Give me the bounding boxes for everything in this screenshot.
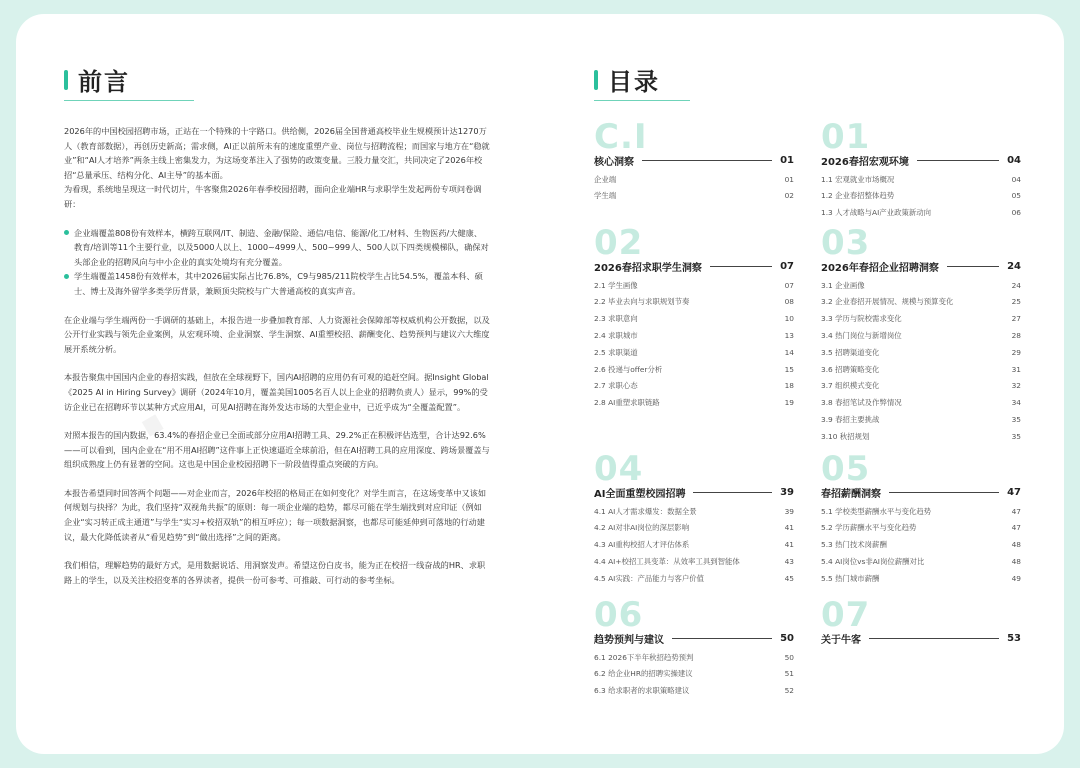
toc-subsection[interactable] [821, 172, 1021, 186]
toc-section-number: 07 [821, 595, 871, 635]
toc-subsection[interactable] [821, 412, 1021, 426]
bullet-text: 企业端覆盖808份有效样本，横跨互联网/IT、制造、金融/保险、通信/电信、能源/化工/材料、生物医药/大健康、教育/培训等11个主要行业，以及5000人以上、1000~4999人、500~999人、500人以下四类规模梯队，确保对头部企业的招聘风向与中小企业的真实处境均有充分覆盖。 [74, 227, 489, 267]
toc-subsection-title: 学生端 [594, 191, 617, 201]
toc-section-title-row[interactable] [821, 152, 1021, 168]
toc-subsection-page: 04 [1011, 174, 1021, 184]
preface-paragraph: 本报告聚焦中国国内企业的春招实践，但放在全球视野下，国内AI招聘的应用仍有可观的追赶空间。据Insight Global《2025 AI in Hiring Survey》调研（2024年10月，覆盖美国1005名百人以上企业的招聘负责人）显示，99%的受访企业已在招聘环节以某种方式应用AI，可见AI招聘在海外发达市场的大型企业中，已近乎成为“全覆盖配置”。 [64, 372, 489, 412]
toc-subsection[interactable] [594, 571, 794, 585]
toc-subsection[interactable] [594, 396, 794, 410]
toc-subsection-title: 2.8 AI重塑求职链路 [594, 398, 660, 408]
toc-section-page: 50 [780, 632, 794, 644]
toc-subsection[interactable] [821, 278, 1021, 292]
toc-subsection-page: 48 [1011, 540, 1021, 550]
toc-subsection-title: 5.1 学校类型薪酬水平与变化趋势 [821, 506, 932, 516]
toc-subsection[interactable] [821, 396, 1021, 410]
bullet-dot [64, 274, 69, 279]
preface-title-underline [64, 100, 194, 101]
toc-subsection[interactable] [821, 504, 1021, 518]
toc-subsection[interactable] [594, 278, 794, 292]
toc-subsection-page: 25 [1011, 297, 1021, 307]
toc-subsection-title: 2.4 求职城市 [594, 330, 638, 340]
toc-section-title-row[interactable] [821, 630, 1021, 646]
preface-paragraph: 对照本报告的国内数据，63.4%的春招企业已全面或部分应用AI招聘工具、29.2%正在积极评估选型，合计达92.6%——可以看到，国内企业在“用不用AI招聘”这件事上正快速逼近全球前沿，但在AI招聘工具的应用深度、跨场景覆盖与组织成熟度上仍有显著的空间。这也是中国企业校园招聘下一阶段值得重点突破的方向。 [64, 430, 490, 470]
toc-subsection[interactable] [594, 521, 794, 535]
toc-subsection-title: 4.4 AI+校招工具变革：从效率工具到智能体 [594, 556, 740, 566]
toc-subsection-page: 08 [784, 297, 794, 307]
toc-subsection[interactable] [594, 312, 794, 326]
preface-paragraph: 本报告希望同时回答两个问题——对企业而言，2026年校招的格局正在如何变化？对学生而言，在这场变革中又该如何规划与抉择？为此，我们坚持“双视角共振”的原则：每一项企业端的趋势，都尽可能在学生端找到对应印证（例如企业“实习转正成主通道”与学生“实习+校招双轨”的相互呼应）；每一项数据洞察，也都尽可能延伸到可落地的行动建议，最大化降低读者从“看见趋势”到“做出选择”之间的距离。 [64, 487, 487, 542]
heading-accent-bar [594, 70, 598, 90]
toc-section-title-row[interactable] [594, 484, 794, 500]
toc-subsection-page: 05 [1011, 191, 1021, 201]
toc-subsection-title: 1.2 企业春招整体趋势 [821, 191, 895, 201]
toc-section-page: 04 [1007, 154, 1021, 166]
toc-subsection-title: 2.1 学生画像 [594, 280, 638, 290]
toc-subsection-title: 4.5 AI实践：产品能力与客户价值 [594, 573, 705, 583]
toc-section-number: 03 [821, 223, 871, 263]
toc-subsection-page: 32 [1011, 381, 1021, 391]
toc-section-title-row[interactable] [821, 484, 1021, 500]
toc-subsection-page: 51 [784, 669, 794, 679]
toc-subsection[interactable] [821, 206, 1021, 220]
toc-subsection-title: 3.4 热门岗位与新增岗位 [821, 330, 902, 340]
toc-subsection-title: 1.1 宏观就业市场概况 [821, 174, 895, 184]
toc-subsection-title: 2.7 求职心态 [594, 381, 638, 391]
toc-subsection-page: 29 [1011, 347, 1021, 357]
preface-bullet [64, 226, 490, 270]
toc-subsection-title: 4.2 AI对非AI岗位的深层影响 [594, 523, 690, 533]
toc-subsection-title: 5.4 AI岗位vs非AI岗位薪酬对比 [821, 556, 925, 566]
watermark: · [112, 372, 193, 479]
toc-subsection-title: 4.1 AI人才需求爆发：数据全景 [594, 506, 697, 516]
toc-subsection[interactable] [594, 172, 794, 186]
toc-subsection[interactable] [594, 362, 794, 376]
preface-paragraph: 为看现，系统地呈现这一时代切片，牛客聚焦2026年春季校园招聘，面向企业端HR与求职学生发起两份专项问卷调研： [64, 184, 482, 209]
toc-leader-line [947, 266, 999, 267]
toc-subsection[interactable] [594, 538, 794, 552]
toc-section-number: 05 [821, 449, 871, 489]
toc-subsection-title: 3.10 秋招规划 [821, 431, 870, 441]
toc-subsection-page: 41 [784, 523, 794, 533]
toc-subsection-title: 2.6 投递与offer分析 [594, 364, 663, 374]
toc-leader-line [889, 492, 999, 493]
toc-subsection[interactable] [594, 554, 794, 568]
toc-subsection-page: 01 [784, 174, 794, 184]
toc-subsection[interactable] [821, 362, 1021, 376]
toc-subsection-page: 02 [784, 191, 794, 201]
toc-section-title-row[interactable] [594, 152, 794, 168]
toc-subsection-page: 45 [784, 573, 794, 583]
toc-subsection-page: 27 [1011, 314, 1021, 324]
toc-subsection-title: 5.3 热门技术岗薪酬 [821, 540, 887, 550]
toc-section-title: 关于牛客 [821, 634, 861, 646]
toc-subsection[interactable] [594, 328, 794, 342]
toc-leader-line [917, 160, 999, 161]
toc-subsection-page: 49 [1011, 573, 1021, 583]
toc-subsection[interactable] [594, 650, 794, 664]
toc-subsection-title: 2.2 毕业去向与求职规划节奏 [594, 297, 690, 307]
toc-subsection-title: 2.5 求职渠道 [594, 347, 638, 357]
toc-subsection[interactable] [594, 667, 794, 681]
preface-paragraph: 我们相信，理解趋势的最好方式，是用数据说话、用洞察发声。希望这份白皮书，能为正在校招一线奋战的HR、求职路上的学生，以及关注校招变革的各界读者，提供一份可参考、可推敲、可行动的参考坐标。 [64, 560, 486, 585]
toc-subsection-title: 3.8 春招笔试及作弊情况 [821, 398, 902, 408]
toc-section-title-row[interactable] [821, 258, 1021, 274]
toc-subsection[interactable] [594, 189, 794, 203]
toc-subsection-title: 企业端 [594, 174, 617, 184]
toc-subsection[interactable] [594, 684, 794, 698]
toc-subsection-page: 13 [784, 330, 794, 340]
toc-subsection-page: 41 [784, 540, 794, 550]
toc-subsection[interactable] [821, 189, 1021, 203]
toc-subsection-page: 28 [1011, 330, 1021, 340]
toc-subsection[interactable] [821, 328, 1021, 342]
toc-subsection-page: 35 [1011, 431, 1021, 441]
toc-subsection[interactable] [821, 554, 1021, 568]
preface-paragraph: 在企业端与学生端两份一手调研的基础上，本报告进一步叠加教育部、人力资源社会保障部等权威机构公开数据，以及公开行业实践与领先企业案例，从宏观环境、企业洞察、学生洞察、AI重塑校招、薪酬变化、趋势预判与建议六大维度展开系统分析。 [64, 314, 490, 354]
toc-subsection[interactable] [821, 571, 1021, 585]
bullet-text: 学生端覆盖1458份有效样本，其中2026届实际占比76.8%，C9与985/211院校学生占比54.5%，覆盖本科、硕士、博士及海外留学多类学历背景，兼顾顶尖院校与广大普通高校的真实声音。 [74, 271, 483, 296]
toc-subsection-page: 47 [1011, 523, 1021, 533]
toc-subsection-page: 15 [784, 364, 794, 374]
toc-section-title-row[interactable] [594, 258, 794, 274]
toc-subsection-title: 2.3 求职意向 [594, 314, 638, 324]
toc-title: 目录 [608, 68, 660, 96]
toc-subsection-page: 48 [1011, 556, 1021, 566]
toc-subsection[interactable] [821, 538, 1021, 552]
toc-subsection-page: 52 [784, 686, 794, 696]
toc-subsection-page: 10 [784, 314, 794, 324]
toc-section-title: 2026春招求职学生洞察 [594, 262, 702, 274]
preface-title: 前言 [78, 68, 130, 96]
toc-subsection-title: 5.2 学历薪酬水平与变化趋势 [821, 523, 917, 533]
toc-subsection-title: 6.2 给企业HR的招聘实操建议 [594, 669, 693, 679]
document-page [16, 14, 1064, 754]
toc-subsection-title: 3.6 招聘策略变化 [821, 364, 880, 374]
toc-subsection-title: 1.3 人才战略与AI产业政策新动向 [821, 208, 932, 218]
toc-leader-line [693, 492, 772, 493]
toc-subsection[interactable] [594, 295, 794, 309]
toc-subsection-title: 6.1 2026下半年秋招趋势预判 [594, 652, 694, 662]
toc-section-page: 01 [780, 154, 794, 166]
toc-subsection-title: 3.1 企业画像 [821, 280, 865, 290]
toc-section-page: 24 [1007, 260, 1021, 272]
toc-leader-line [642, 160, 772, 161]
toc-subsection-page: 47 [1011, 506, 1021, 516]
preface-heading [64, 62, 130, 97]
toc-subsection[interactable] [594, 345, 794, 359]
toc-section-title: AI全面重塑校园招聘 [594, 488, 686, 500]
toc-section-page: 47 [1007, 486, 1021, 498]
toc-section-number: 02 [594, 223, 644, 263]
toc-subsection-title: 4.3 AI重构校招人才评估体系 [594, 540, 690, 550]
toc-subsection[interactable] [594, 504, 794, 518]
toc-subsection-page: 31 [1011, 364, 1021, 374]
toc-heading [594, 62, 660, 97]
toc-leader-line [672, 638, 772, 639]
toc-section-title: 核心洞察 [594, 156, 634, 168]
preface-paragraph: 2026年的中国校园招聘市场，正站在一个特殊的十字路口。供给侧，2026届全国普通高校毕业生规模预计达1270万人（教育部数据），再创历史新高；需求侧，AI正以前所未有的速度重塑产业、岗位与招聘流程；而国家与地方在“稳就业”和“AI人才培养”两条主线上密集发力，为这场变革注入了强势的政策变量。三股力量交汇，共同决定了2026年校招“总量承压、结构分化、AI主导”的基本面。 [64, 126, 490, 180]
toc-subsection[interactable] [821, 379, 1021, 393]
toc-subsection-title: 5.5 热门城市薪酬 [821, 573, 880, 583]
toc-subsection-page: 35 [1011, 414, 1021, 424]
toc-section-title-row[interactable] [594, 630, 794, 646]
toc-subsection[interactable] [821, 312, 1021, 326]
toc-subsection-page: 24 [1011, 280, 1021, 290]
toc-subsection[interactable] [821, 429, 1021, 443]
toc-section-number: 01 [821, 117, 871, 157]
toc-section-number: C.I [594, 117, 648, 157]
heading-accent-bar [64, 70, 68, 90]
toc-subsection-page: 18 [784, 381, 794, 391]
toc-subsection-title: 3.7 组织模式变化 [821, 381, 880, 391]
toc-section-number: 06 [594, 595, 644, 635]
toc-section-page: 07 [780, 260, 794, 272]
preface-bullet [64, 269, 490, 298]
toc-leader-line [869, 638, 999, 639]
toc-subsection-title: 3.2 企业春招开展情况、规模与预算变化 [821, 297, 954, 307]
toc-subsection-title: 3.9 春招主要挑战 [821, 414, 880, 424]
toc-subsection-title: 3.3 学历与院校需求变化 [821, 314, 902, 324]
toc-section-title: 春招薪酬洞察 [821, 488, 881, 500]
toc-subsection[interactable] [821, 521, 1021, 535]
toc-section-number: 04 [594, 449, 644, 489]
toc-subsection-title: 3.5 招聘渠道变化 [821, 347, 880, 357]
toc-subsection-page: 50 [784, 652, 794, 662]
toc-subsection[interactable] [821, 295, 1021, 309]
toc-section-title: 2026年春招企业招聘洞察 [821, 262, 939, 274]
preface-body [64, 124, 490, 587]
toc-subsection-page: 14 [784, 347, 794, 357]
bullet-dot [64, 230, 69, 235]
toc-section-title: 2026春招宏观环境 [821, 156, 909, 168]
toc-title-underline [594, 100, 690, 101]
toc-subsection-page: 34 [1011, 398, 1021, 408]
toc-section-page: 39 [780, 486, 794, 498]
toc-subsection-page: 19 [784, 398, 794, 408]
toc-section-page: 53 [1007, 632, 1021, 644]
toc-subsection-page: 07 [784, 280, 794, 290]
toc-subsection-page: 43 [784, 556, 794, 566]
toc-subsection-page: 39 [784, 506, 794, 516]
toc-subsection-page: 06 [1011, 208, 1021, 218]
toc-subsection[interactable] [821, 345, 1021, 359]
toc-leader-line [710, 266, 772, 267]
toc-subsection-title: 6.3 给求职者的求职策略建议 [594, 686, 690, 696]
toc-subsection[interactable] [594, 379, 794, 393]
toc-section-title: 趋势预判与建议 [594, 634, 664, 646]
